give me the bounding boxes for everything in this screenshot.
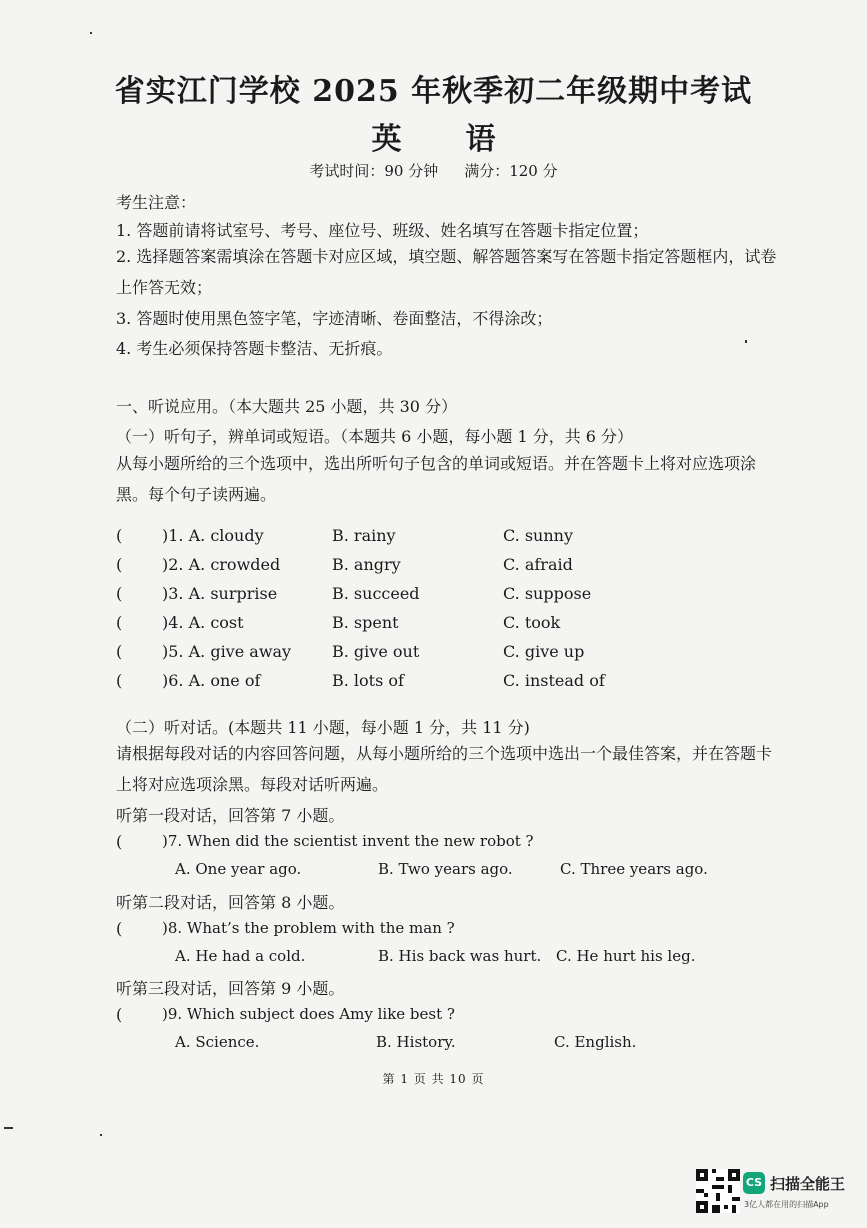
brand-badge: CS (743, 1172, 765, 1194)
option-a: A. Science. (175, 1033, 260, 1051)
exam-title: 省实江门学校 2025 年秋季初二年级期中考试 (114, 74, 753, 109)
brand-tagline: 3亿人都在用的扫描App (744, 1200, 829, 1209)
notice-item-3: 3. 答题时使用黑色签字笔，字迹清晰、卷面整洁，不得涂改； (116, 309, 553, 328)
answer-paren: ( (116, 555, 123, 574)
exam-meta (0, 160, 867, 181)
option-b: B. succeed (332, 584, 420, 603)
dialog-lead: 听第二段对话，回答第 8 小题。 (116, 893, 345, 912)
exam-subject (0, 114, 867, 158)
option-b: B. spent (332, 613, 399, 632)
part2-instruction: 请根据每段对话的内容回答问题，从每小题所给的三个选项中选出一个最佳答案，并在答题卡上将对应选项涂黑。每段对话听两遍。 (116, 744, 773, 794)
subject-char-1: 英 (371, 122, 402, 157)
option-a: A. He had a cold. (175, 947, 306, 965)
option-c: C. instead of (503, 671, 605, 690)
scan-speck (4, 1127, 13, 1129)
exam-time: 考试时间：90 分钟 (309, 162, 439, 180)
option-c: C. took (503, 613, 561, 632)
option-a: )3. A. surprise (162, 584, 278, 603)
scan-speck (90, 32, 92, 34)
option-c: C. suppose (503, 584, 592, 603)
notice-item-4: 4. 考生必须保持答题卡整洁、无折痕。 (116, 339, 393, 358)
option-c: C. sunny (503, 526, 574, 545)
option-b: B. give out (332, 642, 420, 661)
answer-paren: ( (116, 613, 123, 632)
notice-heading: 考生注意： (116, 193, 197, 212)
option-c: C. Three years ago. (560, 860, 708, 878)
scan-speck (745, 340, 747, 343)
dialog-lead: 听第三段对话，回答第 9 小题。 (116, 979, 345, 998)
question-text: )7. When did the scientist invent the new robot ? (162, 832, 534, 850)
answer-paren: ( (116, 526, 123, 545)
option-a: )1. A. cloudy (162, 526, 264, 545)
option-a: )6. A. one of (162, 671, 261, 690)
part1-instruction: 从每小题所给的三个选项中，选出所听句子包含的单词或短语。并在答题卡上将对应选项涂黑。每个句子读两遍。 (116, 454, 757, 504)
option-b: B. angry (332, 555, 401, 574)
notice-item-1: 1. 答题前请将试室号、考号、座位号、班级、姓名填写在答题卡指定位置； (116, 221, 649, 240)
question-text: )8. What’s the problem with the man ? (162, 919, 455, 937)
scan-speck (100, 1134, 102, 1136)
notice-item-2: 2. 选择题答案需填涂在答题卡对应区域，填空题、解答题答案写在答题卡指定答题框内，试卷上作答无效； (116, 247, 777, 297)
option-a: )5. A. give away (162, 642, 292, 661)
option-b: B. Two years ago. (378, 860, 513, 878)
option-c: C. give up (503, 642, 585, 661)
page-footer: 第 1 页 共 10 页 (382, 1072, 485, 1086)
answer-paren: ( (116, 584, 123, 603)
subject-char-2: 语 (465, 122, 496, 157)
part1-heading: （一）听句子，辨单词或短语。（本题共 6 小题，每小题 1 分，共 6 分） (116, 427, 634, 446)
answer-paren: ( (116, 832, 123, 851)
option-b: B. rainy (332, 526, 396, 545)
answer-paren: ( (116, 671, 123, 690)
option-b: B. History. (376, 1033, 456, 1051)
section1-heading: 一、听说应用。（本大题共 25 小题，共 30 分） (116, 397, 458, 416)
option-c: C. English. (554, 1033, 637, 1051)
option-a: )2. A. crowded (162, 555, 281, 574)
dialog-lead: 听第一段对话，回答第 7 小题。 (116, 806, 345, 825)
question-text: )9. Which subject does Amy like best ? (162, 1005, 455, 1023)
part2-heading: （二）听对话。(本题共 11 小题，每小题 1 分，共 11 分) (116, 718, 530, 737)
option-b: B. lots of (332, 671, 404, 690)
answer-paren: ( (116, 1005, 123, 1024)
qr-code-icon (696, 1169, 740, 1213)
answer-paren: ( (116, 642, 123, 661)
option-a: )4. A. cost (162, 613, 244, 632)
option-c: C. afraid (503, 555, 573, 574)
option-c: C. He hurt his leg. (556, 947, 696, 965)
brand-name: 扫描全能王 (770, 1175, 846, 1193)
option-b: B. His back was hurt. (378, 947, 542, 965)
option-a: A. One year ago. (175, 860, 302, 878)
answer-paren: ( (116, 919, 123, 938)
exam-score: 满分：120 分 (464, 162, 558, 180)
